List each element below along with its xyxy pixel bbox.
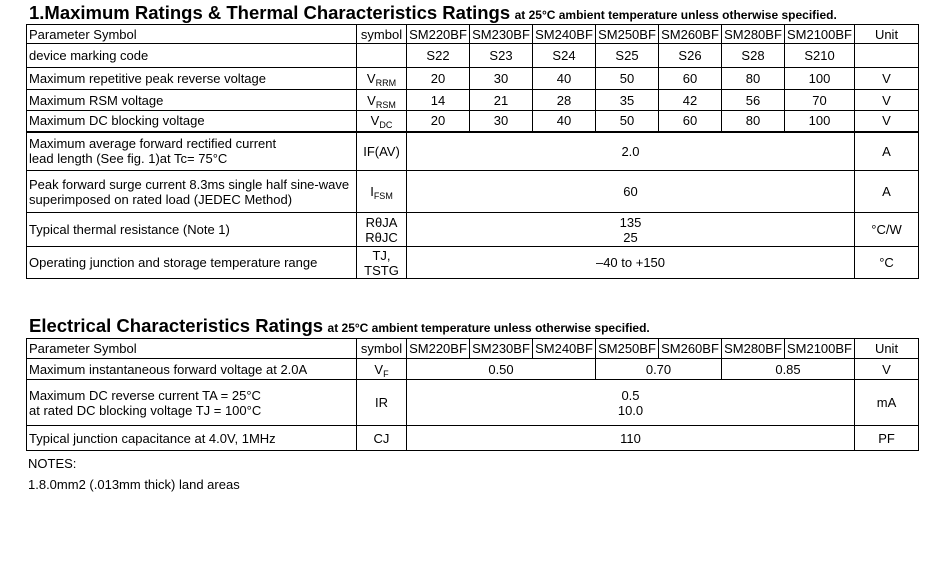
- symbol-header: symbol: [357, 25, 407, 44]
- value-cell: 80: [722, 111, 785, 132]
- unit-cell: mA: [855, 380, 919, 426]
- param-header: Parameter Symbol: [27, 25, 357, 44]
- marking-row: [27, 44, 919, 68]
- vdc-row: [27, 111, 919, 132]
- unit-cell: °C: [855, 247, 919, 279]
- part-header: SM280BF: [722, 25, 785, 44]
- part-header: SM250BF: [596, 25, 659, 44]
- unit-header: Unit: [855, 339, 919, 359]
- symbol-cell: RθJA RθJC: [357, 213, 407, 247]
- row-label: Maximum DC reverse current TA = 25°C at rated DC blocking voltage TJ = 100°C: [27, 380, 357, 426]
- symbol-cell: [357, 44, 407, 68]
- value-cell: 14: [407, 90, 470, 111]
- part-header: SM250BF: [596, 339, 659, 359]
- symbol-cell: $I_{FSM}$: [357, 171, 407, 213]
- symbol-cell: IF(AV): [357, 132, 407, 171]
- section1-subtitle: at 25°C ambient temperature unless otherwise specified.: [514, 8, 837, 22]
- value-cell: 40: [533, 68, 596, 90]
- row-label: Typical thermal resistance (Note 1): [27, 213, 357, 247]
- section1-heading: [29, 2, 837, 24]
- param-header: Parameter Symbol: [27, 339, 357, 359]
- value-cell: S28: [722, 44, 785, 68]
- value-cell: 50: [596, 68, 659, 90]
- value-cell: 100: [785, 111, 855, 132]
- value-cell: 40: [533, 111, 596, 132]
- section2-heading: [29, 315, 650, 337]
- ifsm-row: [27, 171, 919, 213]
- value-cell: S22: [407, 44, 470, 68]
- unit-cell: V: [855, 90, 919, 111]
- unit-cell: A: [855, 132, 919, 171]
- row-label: Maximum average forward rectified current lead length (See fig. 1)at Tc= 75°C: [27, 132, 357, 171]
- value-cell: 20: [407, 68, 470, 90]
- value-cell: 30: [470, 68, 533, 90]
- vrrm-row: [27, 68, 919, 90]
- unit-header: Unit: [855, 25, 919, 44]
- value-cell: 20: [407, 111, 470, 132]
- unit-cell: V: [855, 359, 919, 380]
- part-header: SM2100BF: [785, 339, 855, 359]
- note-1: 1.8.0mm2 (.013mm thick) land areas: [28, 477, 240, 492]
- value-cell: 135 25: [407, 213, 855, 247]
- row-label: Maximum RSM voltage: [27, 90, 357, 111]
- row-label: Typical junction capacitance at 4.0V, 1MHz: [27, 426, 357, 451]
- symbol-cell: CJ: [357, 426, 407, 451]
- vrsm-row: [27, 90, 919, 111]
- symbol-cell: $V_F$: [357, 359, 407, 380]
- value-cell: 80: [722, 68, 785, 90]
- value-cell: 21: [470, 90, 533, 111]
- value-cell: S25: [596, 44, 659, 68]
- part-header: SM260BF: [659, 25, 722, 44]
- row-label: Maximum instantaneous forward voltage at 2.0A: [27, 359, 357, 380]
- symbol-cell: $V_{RSM}$: [357, 90, 407, 111]
- value-cell: 2.0: [407, 132, 855, 171]
- section2-title: Electrical Characteristics Ratings: [29, 315, 324, 336]
- unit-cell: A: [855, 171, 919, 213]
- value-cell: 60: [407, 171, 855, 213]
- value-cell: 100: [785, 68, 855, 90]
- value-cell: 50: [596, 111, 659, 132]
- value-cell: 60: [659, 111, 722, 132]
- symbol-cell: TJ, TSTG: [357, 247, 407, 279]
- ir-row: [27, 380, 919, 426]
- value-cell: S24: [533, 44, 596, 68]
- value-cell: 110: [407, 426, 855, 451]
- part-header: SM230BF: [470, 25, 533, 44]
- value-cell: –40 to +150: [407, 247, 855, 279]
- value-cell: 0.85: [722, 359, 855, 380]
- value-cell: 30: [470, 111, 533, 132]
- value-cell: 0.70: [596, 359, 722, 380]
- section1-title: 1.Maximum Ratings & Thermal Characteristics Ratings: [29, 2, 511, 23]
- value-cell: S23: [470, 44, 533, 68]
- part-header: SM240BF: [533, 339, 596, 359]
- header-row: [27, 25, 919, 44]
- vf-row: [27, 359, 919, 380]
- electrical-characteristics-table: [26, 338, 919, 451]
- unit-cell: PF: [855, 426, 919, 451]
- header-row: [27, 339, 919, 359]
- value-cell: 0.50: [407, 359, 596, 380]
- value-cell: 60: [659, 68, 722, 90]
- notes-heading: NOTES:: [28, 456, 77, 471]
- value-cell: 70: [785, 90, 855, 111]
- section2-subtitle: at 25°C ambient temperature unless otherwise specified.: [327, 321, 650, 335]
- unit-cell: V: [855, 111, 919, 132]
- row-label: Maximum repetitive peak reverse voltage: [27, 68, 357, 90]
- row-label: device marking code: [27, 44, 357, 68]
- symbol-cell: $V_{DC}$: [357, 111, 407, 132]
- row-label: Peak forward surge current 8.3ms single half sine-wave superimposed on rated load (JEDEC Method): [27, 171, 357, 213]
- symbol-cell: $V_{RRM}$: [357, 68, 407, 90]
- cj-row: [27, 426, 919, 451]
- unit-cell: [855, 44, 919, 68]
- part-header: SM240BF: [533, 25, 596, 44]
- ifav-row: [27, 132, 919, 171]
- part-header: SM220BF: [407, 339, 470, 359]
- value-cell: 28: [533, 90, 596, 111]
- part-header: SM260BF: [659, 339, 722, 359]
- temperature-range-row: [27, 247, 919, 279]
- value-cell: S210: [785, 44, 855, 68]
- value-cell: S26: [659, 44, 722, 68]
- part-header: SM280BF: [722, 339, 785, 359]
- symbol-header: symbol: [357, 339, 407, 359]
- part-header: SM220BF: [407, 25, 470, 44]
- part-header: SM230BF: [470, 339, 533, 359]
- symbol-cell: IR: [357, 380, 407, 426]
- value-cell: 35: [596, 90, 659, 111]
- maximum-ratings-table: [26, 24, 919, 279]
- value-cell: 56: [722, 90, 785, 111]
- unit-cell: °C/W: [855, 213, 919, 247]
- value-cell: 42: [659, 90, 722, 111]
- thermal-resistance-row: [27, 213, 919, 247]
- value-cell: 0.5 10.0: [407, 380, 855, 426]
- unit-cell: V: [855, 68, 919, 90]
- row-label: Maximum DC blocking voltage: [27, 111, 357, 132]
- row-label: Operating junction and storage temperature range: [27, 247, 357, 279]
- part-header: SM2100BF: [785, 25, 855, 44]
